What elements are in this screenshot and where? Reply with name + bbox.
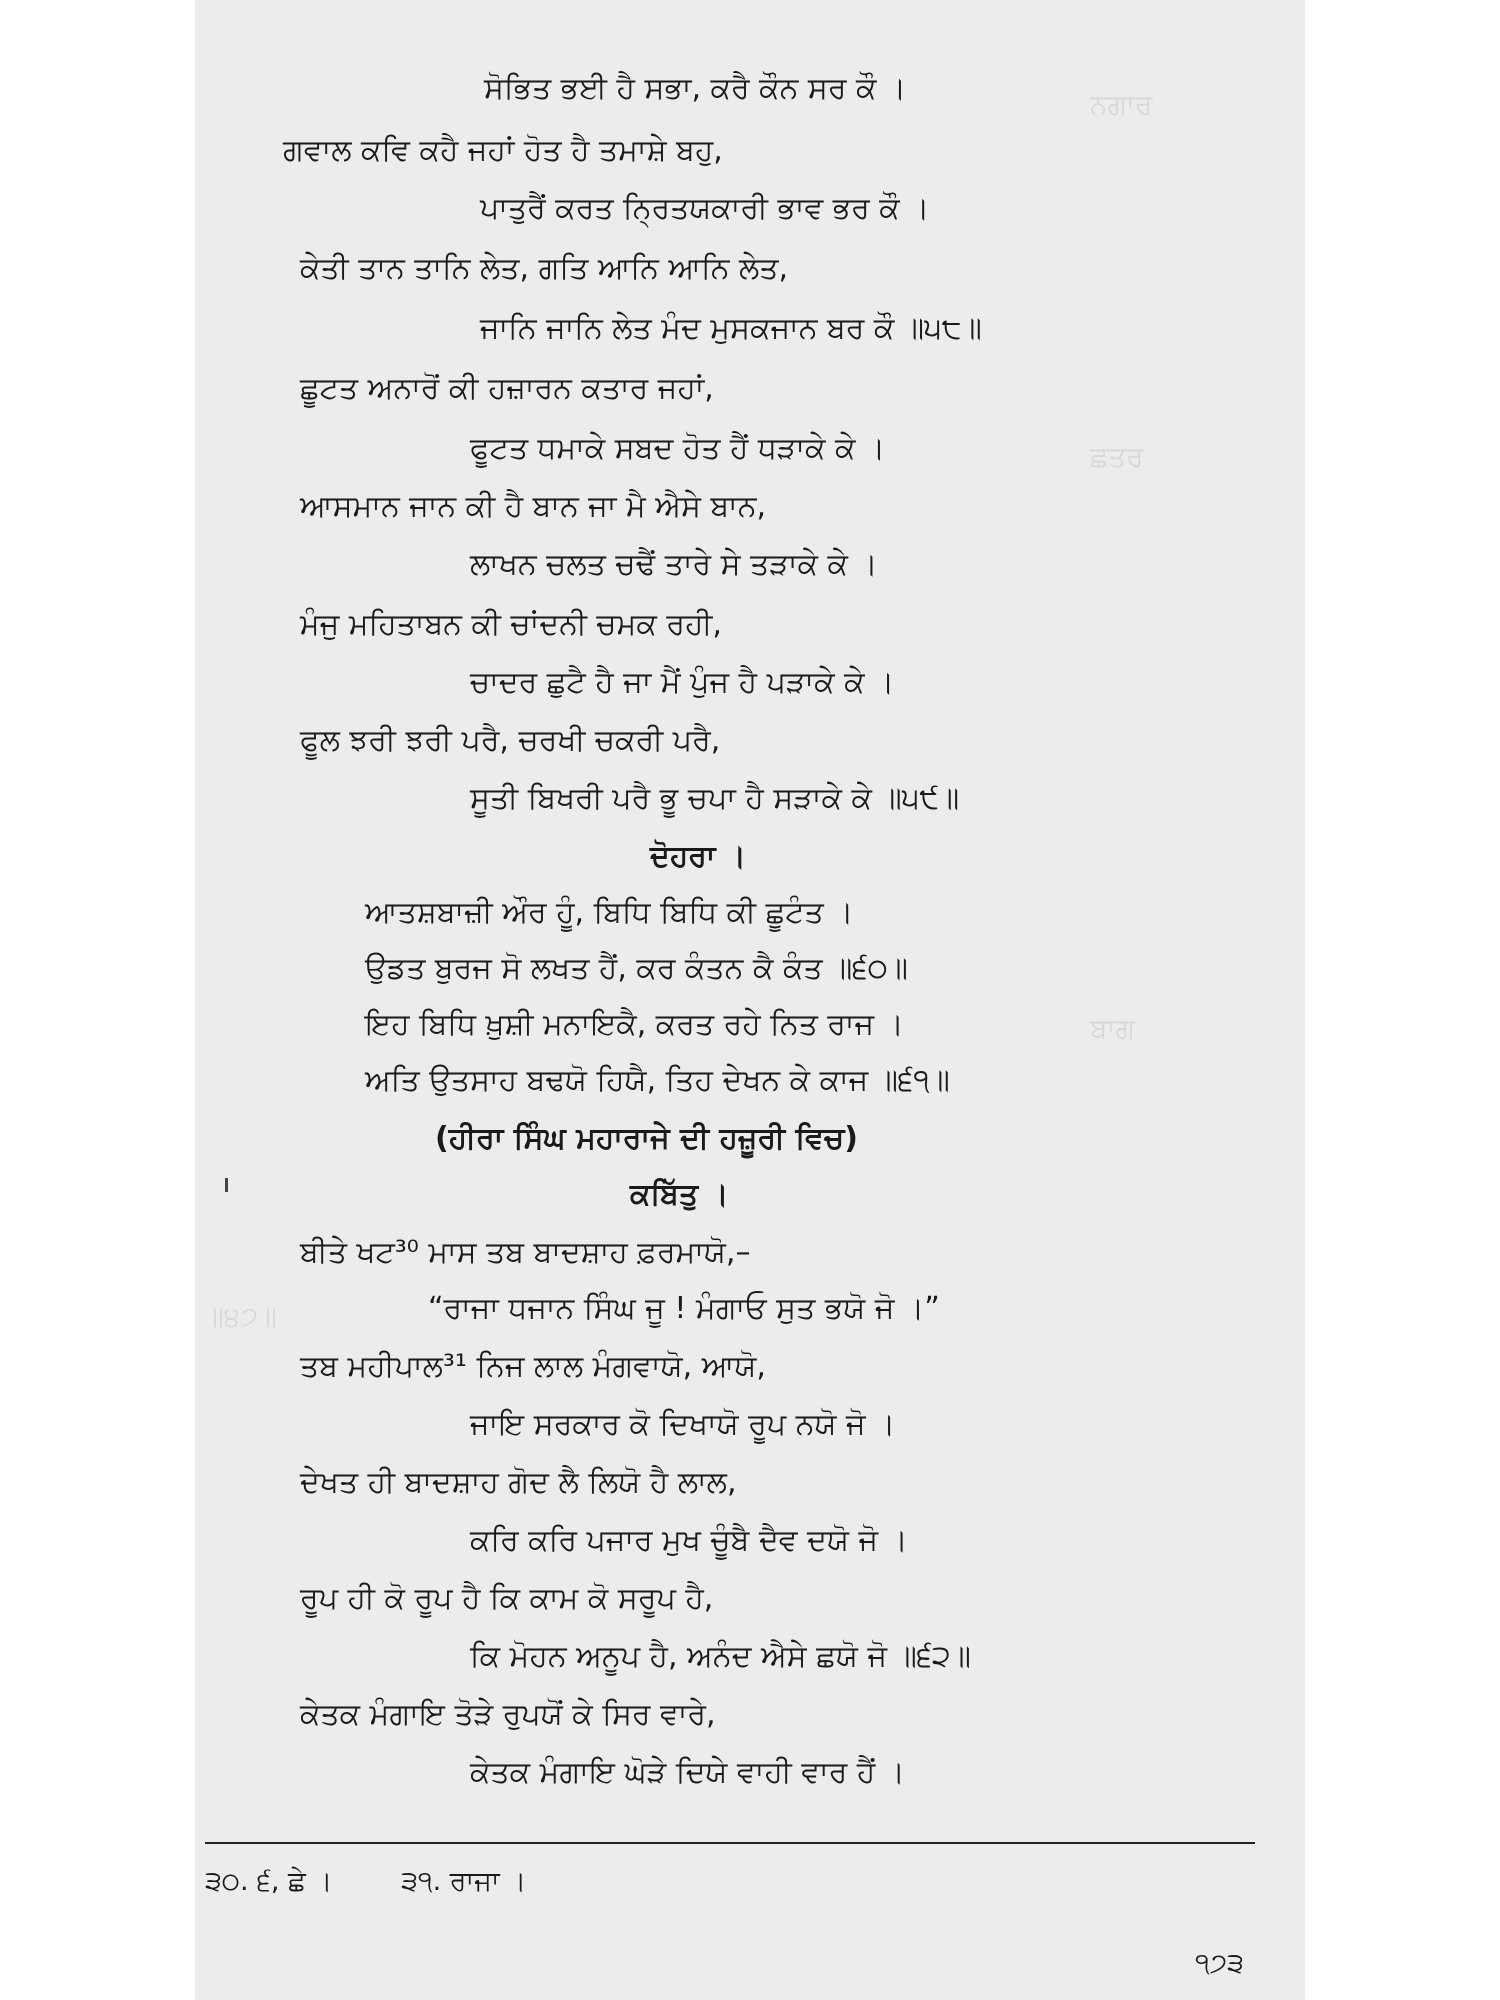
verse-line: ਤਬ ਮਹੀਪਾਲ³¹ ਨਿਜ ਲਾਲ ਮੰਗਵਾਯੋ, ਆਯੋ, <box>300 1349 766 1384</box>
verse-line: ਰੂਪ ਹੀ ਕੋ ਰੂਪ ਹੈ ਕਿ ਕਾਮ ਕੋ ਸਰੂਪ ਹੈ, <box>300 1581 714 1616</box>
verse-line: ਆਤਸ਼ਬਾਜ਼ੀ ਔਰ ਹੂੰ, ਬਿਧਿ ਬਿਧਿ ਕੀ ਛੂਟੰਤ । <box>365 895 854 930</box>
verse-line: ਲਾਖਨ ਚਲਤ ਚਢੈਂ ਤਾਰੇ ਸੇ ਤੜਾਕੇ ਕੇ । <box>470 547 878 582</box>
verse-line: ਛੂਟਤ ਅਨਾਰੋਂ ਕੀ ਹਜ਼ਾਰਨ ਕਤਾਰ ਜਹਾਂ, <box>300 371 714 406</box>
verse-line: ਫੂਟਤ ਧਮਾਕੇ ਸਬਦ ਹੋਤ ਹੈਂ ਧੜਾਕੇ ਕੇ । <box>470 431 886 466</box>
verse-line: ਫੂਲ ਝਰੀ ਝਰੀ ਪਰੈ, ਚਰਖੀ ਚਕਰੀ ਪਰੈ, <box>300 723 721 758</box>
verse-line: ਬੀਤੇ ਖਟ³⁰ ਮਾਸ ਤਬ ਬਾਦਸ਼ਾਹ ਫ਼ਰਮਾਯੋ,– <box>300 1235 751 1270</box>
verse-line: ਆਸਮਾਨ ਜਾਨ ਕੀ ਹੈ ਬਾਨ ਜਾ ਮੈ ਐਸੇ ਬਾਨ, <box>300 489 767 524</box>
verse-line: “ਰਾਜਾ ਧਜਾਨ ਸਿੰਘ ਜੂ ! ਮੰਗਾਓ ਸੁਤ ਭਯੋ ਜੋ ।” <box>428 1291 940 1326</box>
verse-line: ਗਵਾਲ ਕਵਿ ਕਹੈ ਜਹਾਂ ਹੋਤ ਹੈ ਤਮਾਸ਼ੇ ਬਹੁ, <box>283 133 723 168</box>
verse-line: ਚਾਦਰ ਛੁਟੈ ਹੈ ਜਾ ਮੈਂ ਪੁੰਜ ਹੈ ਪੜਾਕੇ ਕੇ । <box>470 665 895 700</box>
footnote-divider <box>205 1842 1255 1844</box>
verse-line: ਕਰਿ ਕਰਿ ਪਜਾਰ ਮੁਖ ਚੂੰਬੈ ਦੈਵ ਦਯੋ ਜੋ । <box>470 1523 908 1558</box>
verse-line: ਮੰਜੁ ਮਹਿਤਾਬਨ ਕੀ ਚਾਂਦਨੀ ਚਮਕ ਰਹੀ, <box>300 607 722 642</box>
verse-line: ਜਾਇ ਸਰਕਾਰ ਕੋ ਦਿਖਾਯੋ ਰੂਪ ਨਯੋ ਜੋ । <box>470 1407 896 1442</box>
bleed-through-decoration: ਨਗਾਰ <box>1090 88 1153 121</box>
section-heading-dohra: ਦੋਹਰਾ । <box>650 839 747 874</box>
verse-line: ਕੇਤੀ ਤਾਨ ਤਾਨਿ ਲੇਤ, ਗਤਿ ਆਨਿ ਆਨਿ ਲੇਤ, <box>300 251 789 286</box>
verse-line: ਕੇਤਕ ਮੰਗਾਇ ਤੋੜੇ ਰੁਪਯੋਂ ਕੇ ਸਿਰ ਵਾਰੇ, <box>300 1697 716 1732</box>
verse-line: ਦੇਖਤ ਹੀ ਬਾਦਸ਼ਾਹ ਗੋਦ ਲੈ ਲਿਯੋ ਹੈ ਲਾਲ, <box>300 1465 737 1500</box>
verse-line: ਪਾਤੁਰੈਂ ਕਰਤ ਨ੍ਰਿਤਯਕਾਰੀ ਭਾਵ ਭਰ ਕੌ । <box>480 191 930 226</box>
verse-line: ਉਡਤ ਬੁਰਜ ਸੋ ਲਖਤ ਹੈਂ, ਕਰ ਕੰਤਨ ਕੈ ਕੰਤ ॥੬੦॥ <box>365 951 909 986</box>
verse-line: ਇਹ ਬਿਧਿ ਖ਼ੁਸ਼ੀ ਮਨਾਇਕੈ, ਕਰਤ ਰਹੇ ਨਿਤ ਰਾਜ । <box>365 1007 904 1042</box>
verse-line: ਕੇਤਕ ਮੰਗਾਇ ਘੋੜੇ ਦਿਯੇ ਵਾਹੀ ਵਾਰ ਹੈਂ । <box>470 1755 906 1790</box>
verse-line: ਸੋਭਿਤ ਭਈ ਹੈ ਸਭਾ, ਕਰੈ ਕੌਨ ਸਰ ਕੌ । <box>484 71 907 106</box>
bleed-through-decoration: ਛਤਰ <box>1090 440 1144 473</box>
ink-speck <box>225 1178 228 1192</box>
footnote-31: ੩੧. ਰਾਜਾ । <box>401 1866 527 1897</box>
footnote-30: ੩੦. ੬, ਛੇ । <box>205 1866 333 1897</box>
verse-line: ਕਿ ਮੋਹਨ ਅਨੂਪ ਹੈ, ਅਨੰਦ ਐਸੇ ਛਯੋ ਜੋ ॥੬੨॥ <box>470 1639 971 1674</box>
verse-line: ਸੂਤੀ ਬਿਖਰੀ ਪਰੈ ਭੂ ਚਪਾ ਹੈ ਸੜਾਕੇ ਕੇ ॥੫੯॥ <box>470 781 960 816</box>
bleed-through-decoration: ॥੪੭॥ <box>205 1300 277 1333</box>
verse-line: ਅਤਿ ਉਤਸਾਹ ਬਢਯੋ ਹਿਯੈ, ਤਿਹ ਦੇਖਨ ਕੇ ਕਾਜ ॥੬੧॥ <box>365 1063 950 1098</box>
section-heading-kabittu: ਕਬਿੱਤੁ । <box>630 1177 729 1212</box>
bleed-through-decoration: ਬਾਗ <box>1090 1012 1135 1045</box>
page-number: ੧੭੩ <box>1195 1948 1244 1979</box>
footnotes <box>205 1866 586 1898</box>
verse-line: ਜਾਨਿ ਜਾਨਿ ਲੇਤ ਮੰਦ ਮੁਸਕਜਾਨ ਬਰ ਕੌ ॥੫੮॥ <box>480 311 982 346</box>
section-heading-hira-singh: (ਹੀਰਾ ਸਿੰਘ ਮਹਾਰਾਜੇ ਦੀ ਹਜ਼ੂਰੀ ਵਿਚ) <box>435 1121 858 1156</box>
